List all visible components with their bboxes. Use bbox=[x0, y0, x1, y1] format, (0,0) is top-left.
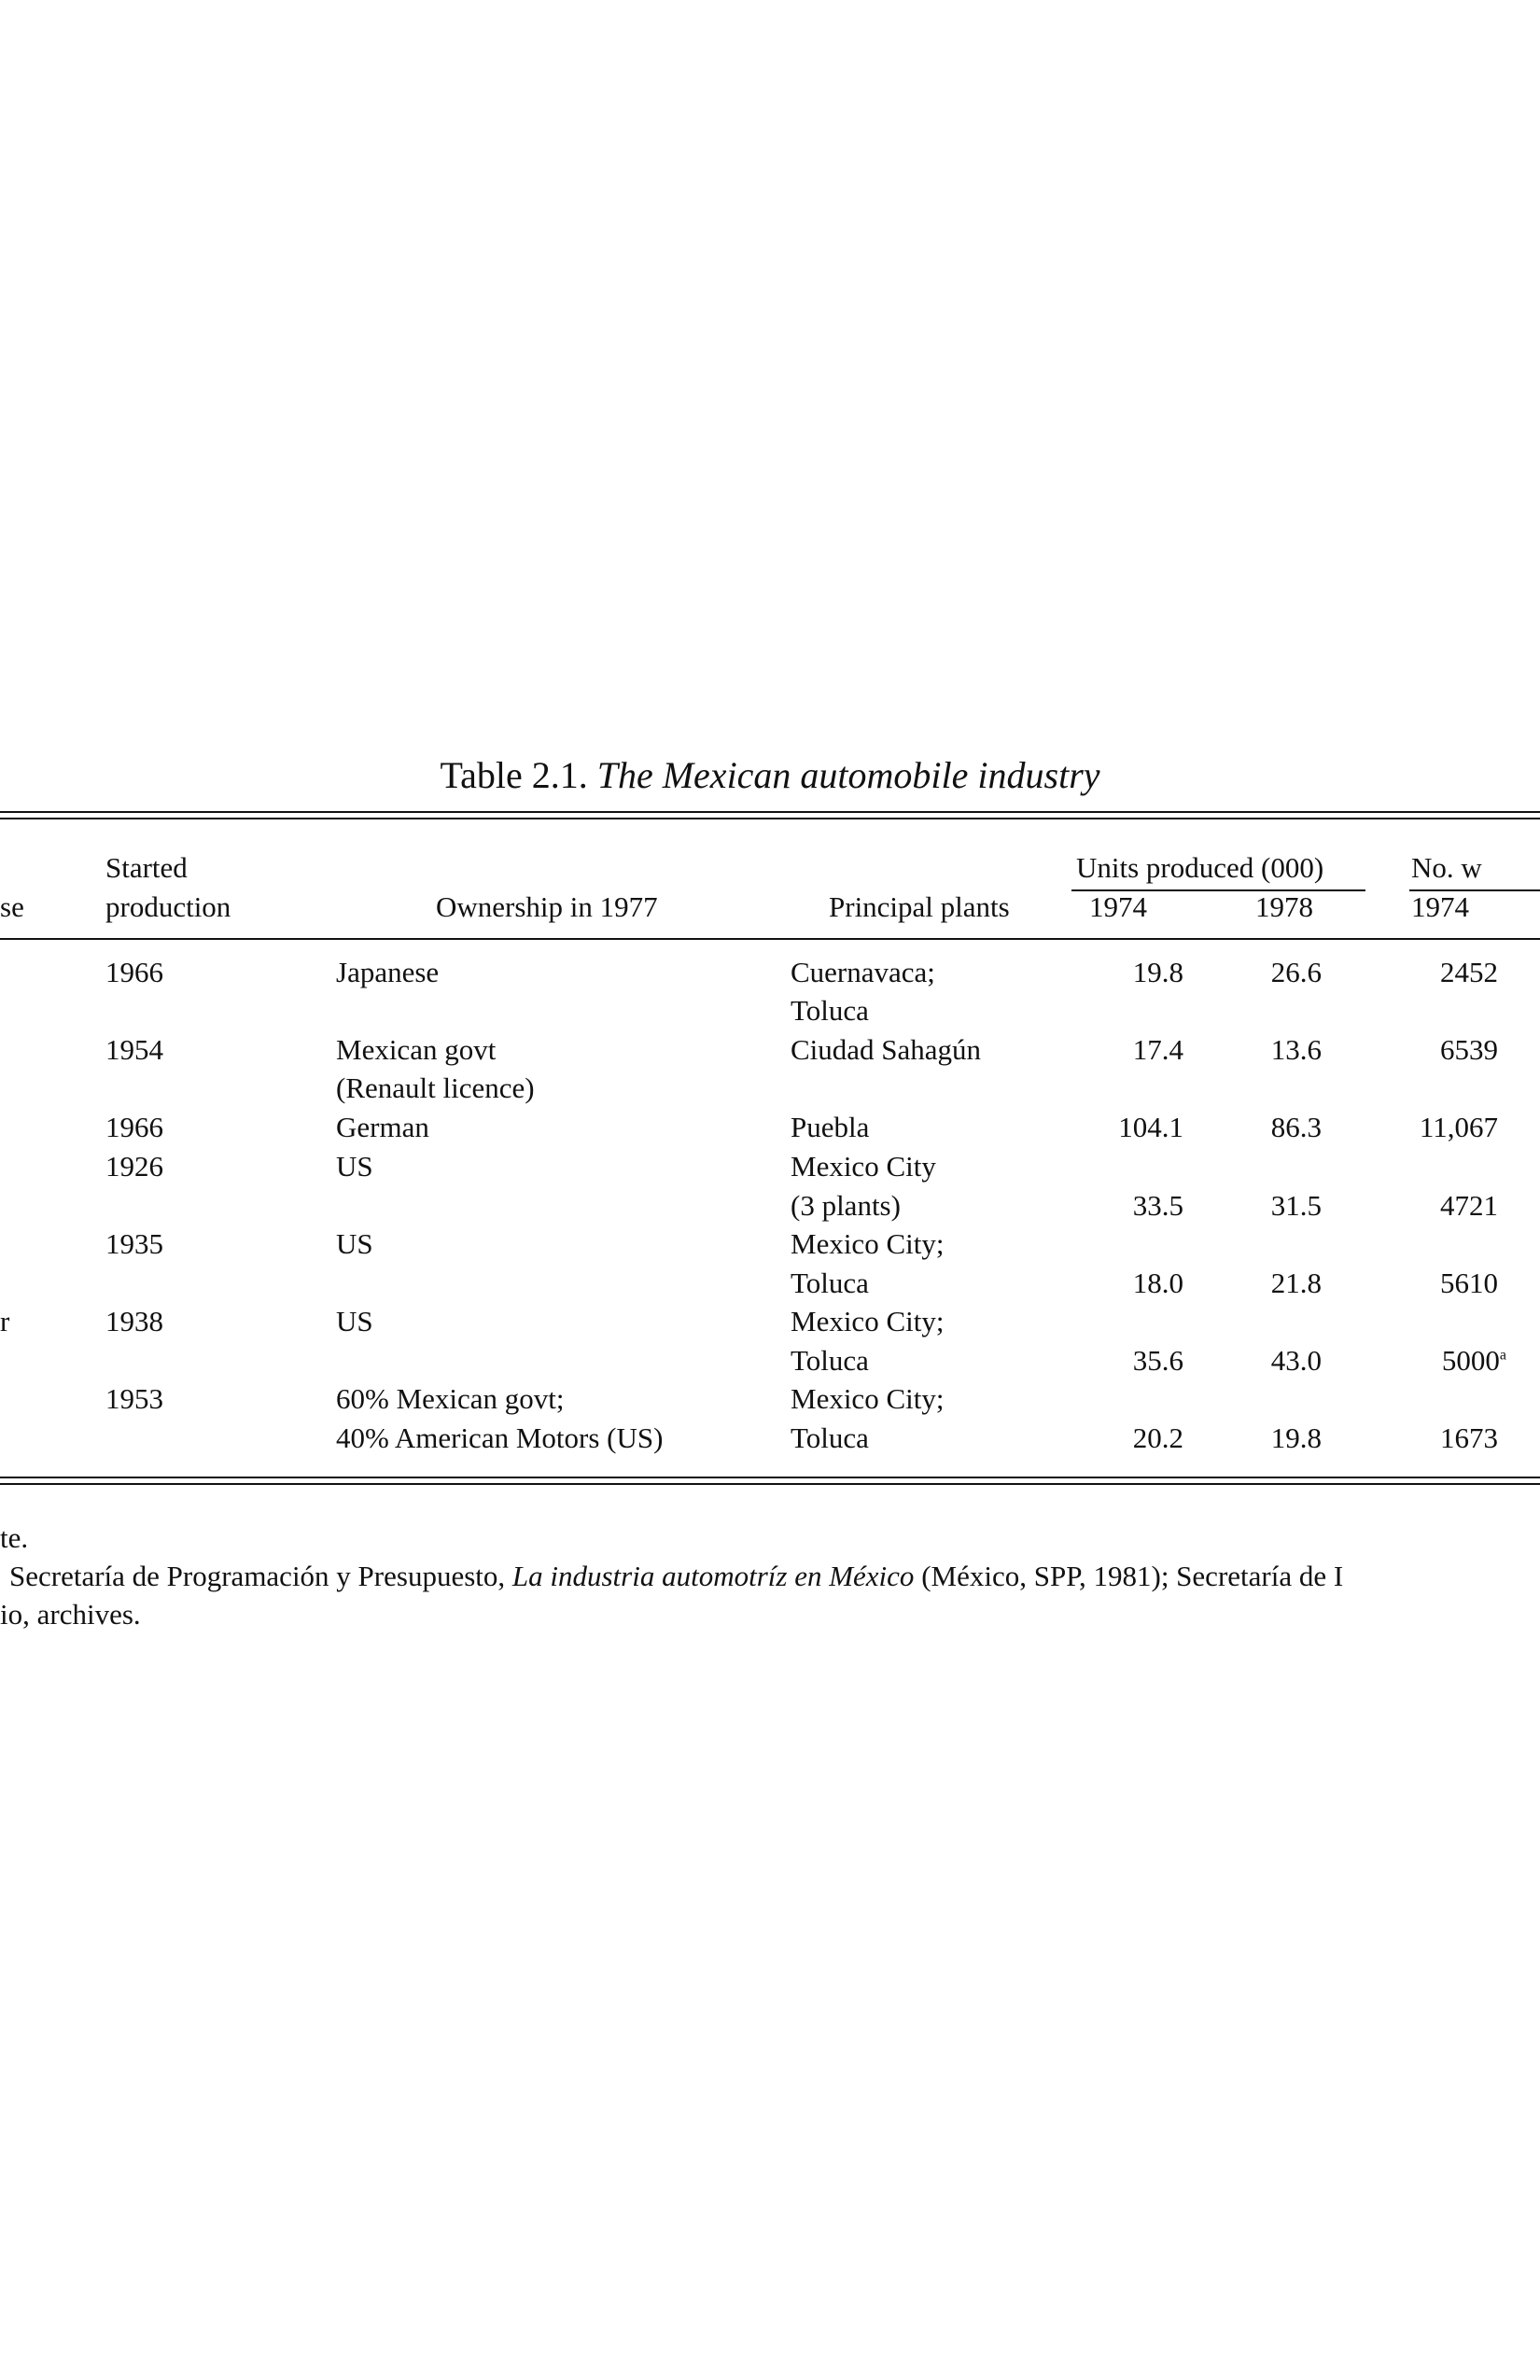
row-ownership: German bbox=[336, 1111, 429, 1143]
row-units-1974: 17.4 bbox=[1132, 1033, 1183, 1066]
row-ownership: Japanese bbox=[336, 956, 440, 988]
header-started-line2: production bbox=[105, 890, 231, 923]
header-rule bbox=[0, 938, 1540, 940]
footnote-marker: a bbox=[1499, 1347, 1506, 1364]
table-note: te. bbox=[0, 1521, 29, 1554]
row-plants: Mexico City; bbox=[791, 1305, 945, 1337]
header-ownership: Ownership in 1977 bbox=[436, 890, 658, 923]
row-workers-1974 bbox=[1442, 1344, 1506, 1378]
header-workers-1974: 1974 bbox=[1411, 890, 1469, 923]
row-plants: Mexico City; bbox=[791, 1382, 945, 1415]
row-ownership: US bbox=[336, 1227, 373, 1260]
row-workers-1974: 1673 bbox=[1440, 1421, 1498, 1454]
row-started: 1935 bbox=[105, 1227, 163, 1260]
row-units-1978: 43.0 bbox=[1270, 1344, 1322, 1377]
row-started: 1966 bbox=[105, 956, 163, 988]
row-plants: Cuernavaca; bbox=[791, 956, 935, 988]
row-plants-cont: Toluca bbox=[791, 1267, 869, 1299]
table-title bbox=[0, 754, 1540, 797]
row-ownership: 60% Mexican govt; bbox=[336, 1382, 565, 1415]
row-units-1978: 13.6 bbox=[1270, 1033, 1322, 1066]
row-units-1978: 31.5 bbox=[1270, 1189, 1322, 1222]
row-ownership: US bbox=[336, 1305, 373, 1337]
row-workers-1974: 6539 bbox=[1440, 1033, 1498, 1066]
source-prefix: Secretaría de Programación y Presupuesto, bbox=[9, 1560, 512, 1592]
row-plants-cont: Toluca bbox=[791, 1421, 869, 1454]
source-title: La industria automotríz en México bbox=[511, 1560, 915, 1592]
table-source bbox=[9, 1560, 1343, 1593]
bottom-rule bbox=[0, 1477, 1540, 1478]
row-units-1974: 35.6 bbox=[1132, 1344, 1183, 1377]
top-rule-inner bbox=[0, 818, 1540, 819]
row-started: 1953 bbox=[105, 1382, 163, 1415]
row-units-1974: 33.5 bbox=[1132, 1189, 1183, 1222]
source-suffix: (México, SPP, 1981); Secretaría de I bbox=[914, 1560, 1344, 1592]
row-ownership: US bbox=[336, 1150, 373, 1183]
row-ownership-cont: 40% American Motors (US) bbox=[336, 1421, 664, 1454]
row-started: 1966 bbox=[105, 1111, 163, 1143]
row-workers-1974: 5610 bbox=[1440, 1267, 1498, 1299]
table-source-cont: io, archives. bbox=[0, 1598, 141, 1631]
row-plants: Ciudad Sahagún bbox=[791, 1033, 982, 1066]
workers-value: 5000 bbox=[1441, 1344, 1500, 1377]
row-col0: r bbox=[0, 1305, 10, 1337]
row-workers-1974: 11,067 bbox=[1419, 1111, 1498, 1143]
row-ownership: Mexican govt bbox=[336, 1033, 497, 1066]
bottom-rule-inner bbox=[0, 1483, 1540, 1485]
row-plants-cont: Toluca bbox=[791, 994, 869, 1027]
row-units-1978: 21.8 bbox=[1270, 1267, 1322, 1299]
header-workers-group: No. w bbox=[1411, 851, 1482, 884]
header-plants: Principal plants bbox=[829, 890, 1010, 923]
row-started: 1938 bbox=[105, 1305, 163, 1337]
row-started: 1926 bbox=[105, 1150, 163, 1183]
header-started-line1: Started bbox=[105, 851, 188, 884]
row-units-1978: 19.8 bbox=[1270, 1421, 1322, 1454]
row-workers-1974: 4721 bbox=[1440, 1189, 1498, 1222]
row-units-1978: 26.6 bbox=[1270, 956, 1322, 988]
row-workers-1974: 2452 bbox=[1440, 956, 1498, 988]
header-col0: se bbox=[0, 890, 24, 923]
row-units-1974: 104.1 bbox=[1118, 1111, 1183, 1143]
row-plants-cont: Toluca bbox=[791, 1344, 869, 1377]
row-ownership-cont: (Renault licence) bbox=[336, 1071, 535, 1104]
row-plants: Mexico City; bbox=[791, 1227, 945, 1260]
top-rule bbox=[0, 811, 1540, 813]
header-units-group: Units produced (000) bbox=[1076, 851, 1324, 884]
table-number: Table 2.1. bbox=[440, 754, 588, 796]
row-units-1974: 18.0 bbox=[1132, 1267, 1183, 1299]
row-units-1974: 20.2 bbox=[1132, 1421, 1183, 1454]
header-units-1974: 1974 bbox=[1089, 890, 1147, 923]
row-units-1978: 86.3 bbox=[1270, 1111, 1322, 1143]
row-plants-cont: (3 plants) bbox=[791, 1189, 901, 1222]
header-units-1978: 1978 bbox=[1255, 890, 1313, 923]
row-units-1974: 19.8 bbox=[1132, 956, 1183, 988]
row-started: 1954 bbox=[105, 1033, 163, 1066]
table-title-text: The Mexican automobile industry bbox=[596, 754, 1100, 796]
row-plants: Mexico City bbox=[791, 1150, 936, 1183]
row-plants: Puebla bbox=[791, 1111, 870, 1143]
